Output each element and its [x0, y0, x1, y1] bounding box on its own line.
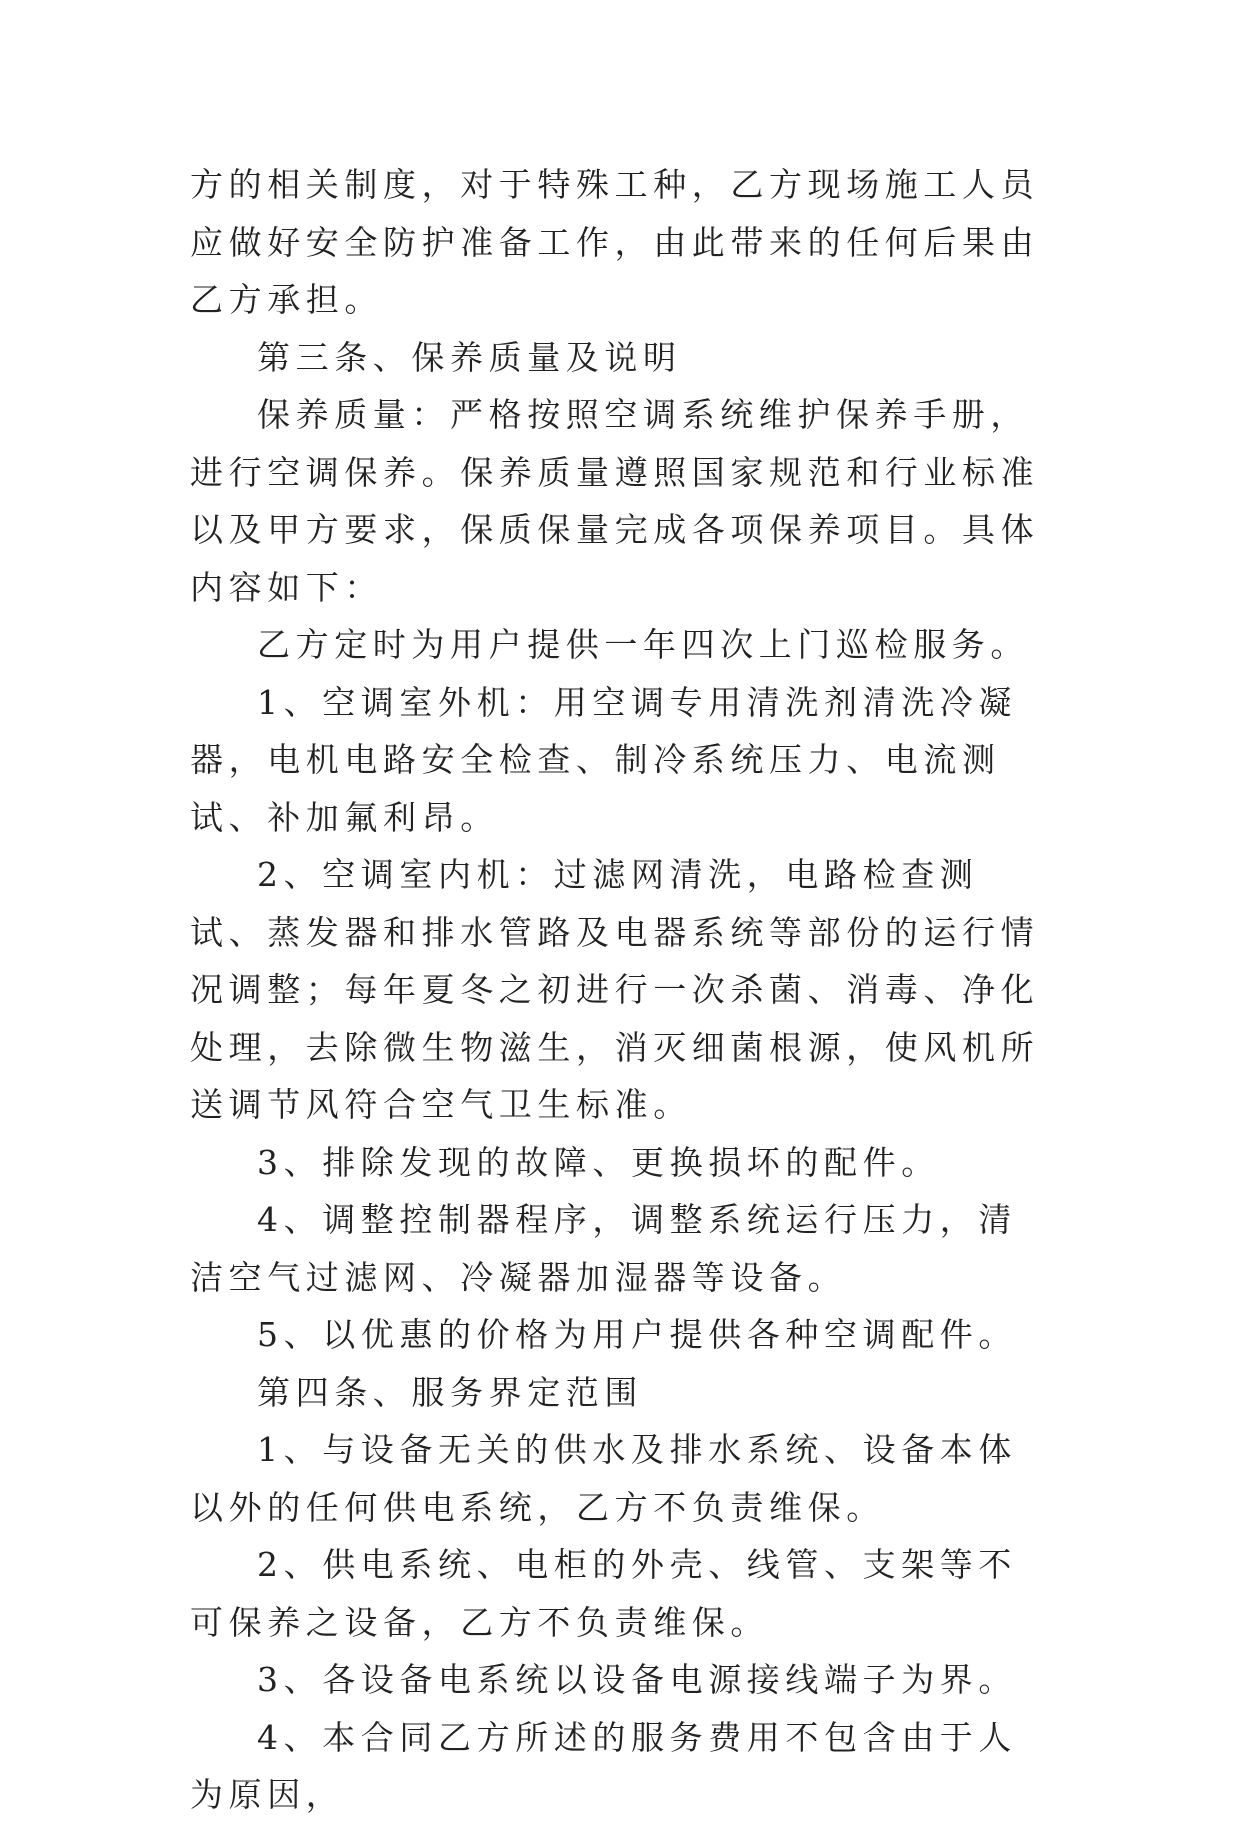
list-item-terminal-boundary: 3、各设备电系统以设备电源接线端子为界。 — [257, 1660, 1017, 1699]
list-item-indoor-unit: 2、空调室内机：过滤网清洗，电路检查测试、蒸发器和排水管路及电器系统等部份的运行情况调整；每年夏冬之初进行一次杀菌、消毒、净化处理，去除微生物滋生，消灭细菌根源，使风机所送调节风符合空气卫生标准。 — [190, 855, 1040, 1124]
list-item-water-system-exclusion: 1、与设备无关的供水及排水系统、设备本体以外的任何供电系统，乙方不负责维保。 — [190, 1430, 1017, 1527]
paragraph-continuation: 方的相关制度，对于特殊工种，乙方现场施工人员应做好安全防护准备工作，由此带来的任何后果由乙方承担。 — [190, 165, 1040, 319]
section-heading-article-3: 第三条、保养质量及说明 — [257, 337, 682, 377]
list-item-outdoor-unit: 1、空调室外机：用空调专用清洗剂清洗冷凝器，电机电路安全检查、制冷系统压力、电流测试、补加氟利昂。 — [190, 682, 1017, 837]
list-item-power-system-exclusion: 2、供电系统、电柜的外壳、线管、支架等不可保养之设备，乙方不负责维保。 — [190, 1545, 1017, 1642]
section-heading-article-4: 第四条、服务界定范围 — [257, 1372, 643, 1412]
document-body — [190, 156, 1050, 1824]
paragraph-maintenance-quality: 保养质量：严格按照空调系统维护保养手册，进行空调保养。保养质量遵照国家规范和行业标准以及甲方要求，保质保量完成各项保养项目。具体内容如下： — [190, 395, 1040, 607]
paragraph-inspection-service: 乙方定时为用户提供一年四次上门巡检服务。 — [257, 625, 1029, 664]
list-item-spare-parts: 5、以优惠的价格为用户提供各种空调配件。 — [257, 1315, 1017, 1354]
list-item-service-fee: 4、本合同乙方所述的服务费用不包含由于人为原因， — [190, 1717, 1017, 1814]
list-item-controller-adjustment: 4、调整控制器程序，调整系统运行压力，清洁空气过滤网、冷凝器加湿器等设备。 — [190, 1200, 1017, 1297]
list-item-fault-repair: 3、排除发现的故障、更换损坏的配件。 — [257, 1142, 940, 1182]
